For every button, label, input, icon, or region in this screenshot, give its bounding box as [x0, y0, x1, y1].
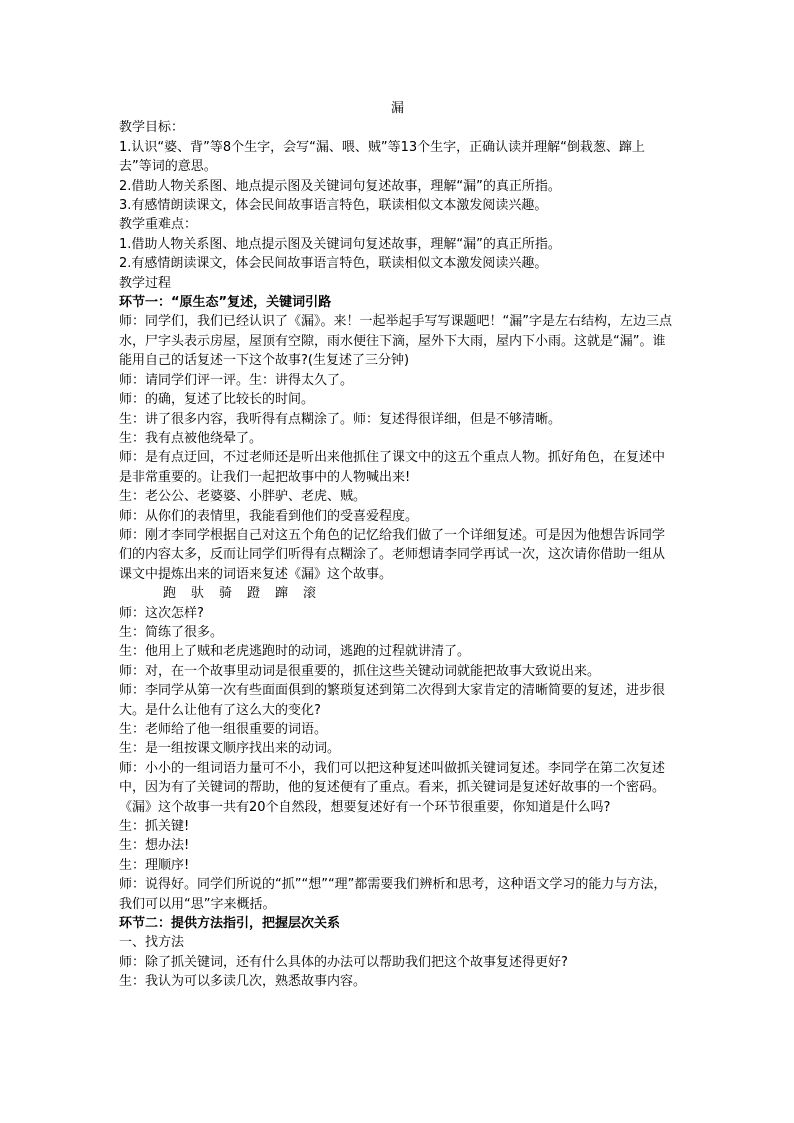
dialogue-line: 生：老公公、老婆婆、小胖驴、老虎、贼。: [119, 489, 367, 505]
dialogue-line: 生：抓关键!: [119, 819, 190, 835]
dialogue-line: 生：老师给了他一组很重要的词语。: [119, 722, 328, 737]
document-title: 漏: [390, 101, 404, 116]
dialogue-line: 师：除了抓关键词，还有什么具体的办法可以帮助我们把这个故事复述得更好?: [119, 954, 568, 970]
heading-teaching-goals: 教学目标：: [119, 120, 185, 136]
dialogue-line: 师：小小的一组词语力量可不小，我们可以把这种复述叫做抓关键词复述。李同学在第二次复述中，因为有了关键词的帮助，他的复述便有了重点。看来，抓关键词是复述好故事的一个密码。《漏》这个故事一共有20个自然段，想要复述好有一个环节很重要，你知道是什么吗?: [119, 760, 666, 815]
dialogue-line: 生：我认为可以多读几次，熟悉故事内容。: [119, 974, 367, 990]
dialogue-line: 师：是有点迂回，不过老师还是听出来他抓住了课文中的这五个重点人物。抓好角色，在复述中是非常重要的。让我们一起把故事中的人物喊出来!: [119, 450, 666, 485]
dialogue-line: 生：简练了很多。: [119, 624, 224, 640]
dialogue-line: 生：我有点被他绕晕了。: [119, 430, 263, 446]
difficulty-item-2: 2.有感情朗读课文，体会民间故事语言特色，联读相似文本激发阅读兴趣。: [119, 256, 548, 272]
dialogue-line: 师：请同学们评一评。生：讲得太久了。: [119, 372, 354, 388]
dialogue-line: 生：是一组按课文顺序找出来的动词。: [119, 741, 341, 757]
dialogue-line: 师：的确，复述了比较长的时间。: [119, 392, 315, 408]
dialogue-line: 师：从你们的表情里，我能看到他们的受喜爱程度。: [119, 508, 419, 524]
dialogue-line: 师：说得好。同学们所说的“抓”“想”“理”都需要我们辨析和思考，这种语文学习的能力与方法，我们可以用“思”字来概括。: [119, 877, 667, 912]
dialogue-line: 生：理顺序!: [119, 857, 190, 873]
goal-item-2: 2.借助人物关系图、地点提示图及关键词句复述故事，理解“漏”的真正所指。: [119, 178, 561, 194]
dialogue-line: 师：刚才李同学根据自己对这五个角色的记忆给我们做了一个详细复述。可是因为他想告诉同学们的内容太多，反而让同学们听得有点糊涂了。老师想请李同学再试一次，这次请你借助一组从课文中提炼出来的词语来复述《漏》这个故事。: [119, 527, 666, 582]
dialogue-line: 师：同学们，我们已经认识了《漏》。来！一起举起手写写课题吧！“漏”字是左右结构，左边三点水，尸字头表示房屋，屋顶有空隙，雨水便往下滴，屋外下大雨，屋内下小雨。这就是“漏”。谁能用自己的话复述一下这个故事?(生复述了三分钟): [119, 314, 672, 369]
goal-item-3: 3.有感情朗读课文，体会民间故事语言特色，联读相似文本激发阅读兴趣。: [119, 198, 548, 214]
subsection-heading: 一、找方法: [119, 935, 185, 951]
dialogue-line: 师：李同学从第一次有些面面俱到的繁琐复述到第二次得到大家肯定的清晰简要的复述，进步很大。是什么让他有了这么大的变化?: [119, 683, 666, 718]
section-heading-1: 环节一：“原生态”复述，关键词引路: [119, 295, 332, 311]
document-body: [119, 99, 676, 992]
dialogue-line: 生：讲了很多内容，我听得有点糊涂了。师：复述得很详细，但是不够清晰。: [119, 411, 562, 427]
dialogue-line: 生：想办法!: [119, 838, 190, 854]
section-heading-2: 环节二：提供方法指引，把握层次关系: [119, 916, 341, 932]
keyword-verbs: 跑 驮 骑 蹬 蹿 滚: [163, 586, 318, 602]
difficulty-item-1: 1.借助人物关系图、地点提示图及关键词句复述故事，理解“漏”的真正所指。: [119, 236, 561, 252]
dialogue-line: 师：对，在一个故事里动词是很重要的，抓住这些关键动词就能把故事大致说出来。: [119, 663, 601, 679]
goal-item-1: 1.认识“婆、背”等8个生字，会写“漏、喂、贼”等13个生字，正确认读并理解“倒栽葱、蹿上去”等词的意思。: [119, 139, 645, 175]
heading-teaching-process: 教学过程: [119, 275, 172, 291]
dialogue-line: 生：他用上了贼和老虎逃跑时的动词，逃跑的过程就讲清了。: [119, 644, 471, 660]
heading-key-difficulties: 教学重难点：: [119, 217, 198, 233]
dialogue-line: 师：这次怎样?: [119, 605, 204, 621]
